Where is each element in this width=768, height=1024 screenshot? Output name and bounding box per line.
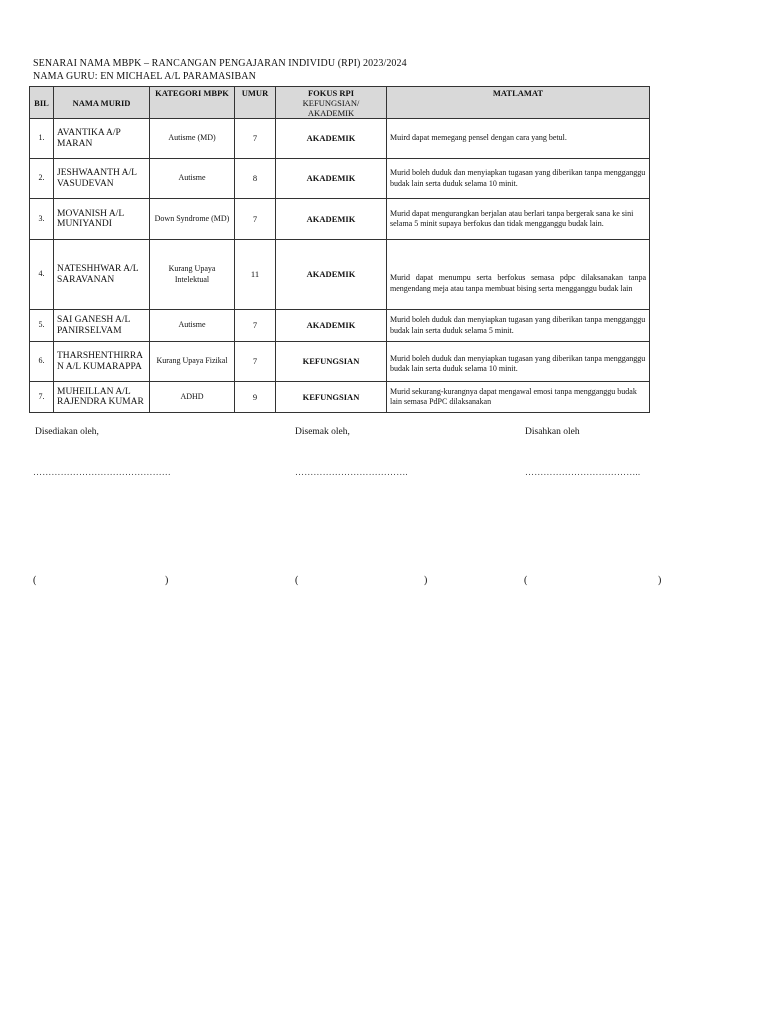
- row-fokus: AKADEMIK: [276, 159, 387, 199]
- row-fokus: AKADEMIK: [276, 310, 387, 342]
- row-matlamat: Murid boleh duduk dan menyiapkan tugasan yang diberikan tanpa mengganggu budak lain serta duduk selama 10 minit.: [387, 342, 650, 382]
- approved-name-close-paren: ): [658, 575, 662, 586]
- row-nama: JESHWAANTH A/L VASUDEVAN: [54, 159, 150, 199]
- prepared-name-open-paren: (: [33, 575, 37, 586]
- row-matlamat: Murid dapat mengurangkan berjalan atau berlari tanpa bergerak sana ke sini selama 5 minit supaya berfokus dan tidak mengganggu budak lain.: [387, 199, 650, 240]
- col-fokus-header: FOKUS RPI KEFUNGSIAN/ AKADEMIK: [276, 87, 387, 119]
- row-umur: 7: [235, 342, 276, 382]
- row-fokus: AKADEMIK: [276, 199, 387, 240]
- approved-by-label: Disahkan oleh: [525, 427, 580, 437]
- row-fokus: AKADEMIK: [276, 240, 387, 310]
- row-fokus: KEFUNGSIAN: [276, 382, 387, 413]
- col-kategori-header: KATEGORI MBPK: [150, 87, 235, 119]
- row-matlamat: Murid boleh duduk dan menyiapkan tugasan yang diberikan tanpa mengganggu budak lain serta duduk selama 5 minit.: [387, 310, 650, 342]
- row-bil: 6.: [30, 342, 54, 382]
- row-matlamat: Murid sekurang-kurangnya dapat mengawal emosi tanpa mengganggu budak lain semasa PdPC dilaksanakan: [387, 382, 650, 413]
- table-row: [30, 159, 650, 199]
- table-row: [30, 119, 650, 159]
- teacher-name: NAMA GURU: EN MICHAEL A/L PARAMASIBAN: [33, 71, 256, 82]
- table-row: [30, 199, 650, 240]
- row-nama: NATESHHWAR A/L SARAVANAN: [54, 240, 150, 310]
- row-kategori: Kurang Upaya Intelektual: [150, 240, 235, 310]
- row-umur: 8: [235, 159, 276, 199]
- approved-signature-line: ………………………………..: [525, 467, 641, 477]
- col-nama-header: NAMA MURID: [54, 87, 150, 119]
- row-nama: AVANTIKA A/P MARAN: [54, 119, 150, 159]
- row-nama: THARSHENTHIRRA N A/L KUMARAPPA: [54, 342, 150, 382]
- row-nama: MOVANISH A/L MUNIYANDI: [54, 199, 150, 240]
- col-umur-header: UMUR: [235, 87, 276, 119]
- row-kategori: Down Syndrome (MD): [150, 199, 235, 240]
- prepared-signature-line: ………………………………………: [33, 467, 171, 477]
- row-bil: 7.: [30, 382, 54, 413]
- table-row: [30, 342, 650, 382]
- row-kategori: ADHD: [150, 382, 235, 413]
- row-bil: 2.: [30, 159, 54, 199]
- row-nama: SAI GANESH A/L PANIRSELVAM: [54, 310, 150, 342]
- row-bil: 3.: [30, 199, 54, 240]
- checked-name-close-paren: ): [424, 575, 428, 586]
- col-bil-header: BIL: [30, 87, 54, 119]
- checked-by-label: Disemak oleh,: [295, 427, 350, 437]
- row-umur: 7: [235, 119, 276, 159]
- row-nama: MUHEILLAN A/L RAJENDRA KUMAR: [54, 382, 150, 413]
- row-umur: 11: [235, 240, 276, 310]
- table-row: [30, 382, 650, 413]
- row-umur: 7: [235, 310, 276, 342]
- approved-name-open-paren: (: [524, 575, 528, 586]
- row-matlamat: Murid dapat menumpu serta berfokus semasa pdpc dilaksanakan tanpa mengendang meja atau tanpa membuat bising serta mengganggu budak lain: [387, 240, 650, 310]
- checked-signature-line: ……………………………….: [295, 467, 408, 477]
- row-kategori: Autisme: [150, 159, 235, 199]
- row-bil: 1.: [30, 119, 54, 159]
- row-matlamat: Murid boleh duduk dan menyiapkan tugasan yang diberikan tanpa mengganggu budak lain serta duduk selama 10 minit.: [387, 159, 650, 199]
- row-kategori: Autisme (MD): [150, 119, 235, 159]
- document-title: SENARAI NAMA MBPK – RANCANGAN PENGAJARAN INDIVIDU (RPI) 2023/2024: [33, 58, 407, 69]
- row-bil: 5.: [30, 310, 54, 342]
- row-bil: 4.: [30, 240, 54, 310]
- prepared-by-label: Disediakan oleh,: [35, 427, 99, 437]
- table-header-row: [30, 87, 650, 119]
- checked-name-open-paren: (: [295, 575, 299, 586]
- prepared-name-close-paren: ): [165, 575, 169, 586]
- table-row: [30, 240, 650, 310]
- table-row: [30, 310, 650, 342]
- row-kategori: Autisme: [150, 310, 235, 342]
- row-fokus: KEFUNGSIAN: [276, 342, 387, 382]
- row-umur: 7: [235, 199, 276, 240]
- row-umur: 9: [235, 382, 276, 413]
- student-table: [29, 86, 650, 413]
- row-kategori: Kurang Upaya Fizikal: [150, 342, 235, 382]
- row-fokus: AKADEMIK: [276, 119, 387, 159]
- col-matlamat-header: MATLAMAT: [387, 87, 650, 119]
- row-matlamat: Muird dapat memegang pensel dengan cara yang betul.: [387, 119, 650, 159]
